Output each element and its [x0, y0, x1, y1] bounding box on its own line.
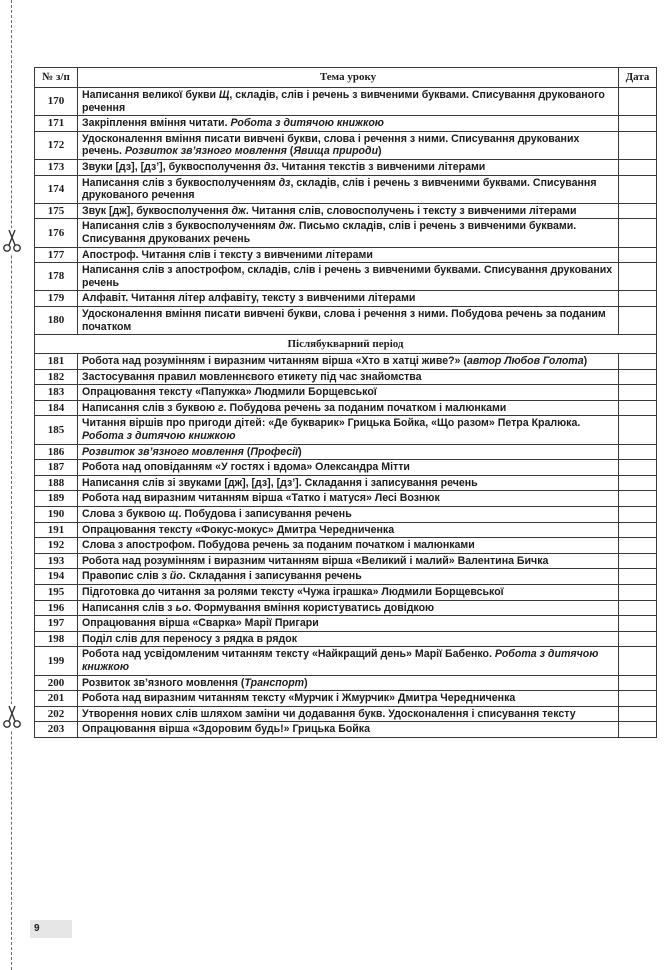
topic-text: Щ: [218, 89, 230, 101]
lesson-number: 183: [35, 385, 78, 401]
header-topic: Тема уроку: [78, 68, 619, 88]
topic-text: щ: [168, 508, 179, 521]
topic-text: дз: [263, 160, 276, 173]
table-row: [35, 706, 657, 722]
lesson-number: 170: [35, 88, 78, 116]
date-cell[interactable]: [619, 306, 657, 334]
lesson-topic: [78, 616, 619, 632]
lesson-topic: [78, 247, 619, 263]
topic-text: Робота над виразним читанням тексту «Мурчик і Жмурчик» Дмитра Чередниченка: [82, 692, 516, 705]
lesson-number: 186: [35, 444, 78, 460]
date-cell[interactable]: [619, 354, 657, 370]
date-cell[interactable]: [619, 631, 657, 647]
topic-text: Застосування правил мовленнєвого етикету під час знайомства: [82, 370, 422, 383]
topic-text: Звук [дж], буквосполучення: [82, 204, 232, 217]
table-row: [35, 203, 657, 219]
date-cell[interactable]: [619, 460, 657, 476]
topic-text: Слова з буквою: [82, 508, 169, 521]
table-row: [35, 306, 657, 334]
date-cell[interactable]: [619, 159, 657, 175]
lesson-number: 176: [35, 219, 78, 247]
topic-text: дз: [278, 176, 291, 189]
topic-text: Написання слів з буквосполученням: [82, 176, 279, 189]
lesson-topic: [78, 369, 619, 385]
topic-text: Опрацювання тексту «Фокус-мокус» Дмитра Чередниченка: [82, 523, 395, 536]
table-row: [35, 400, 657, 416]
lesson-number: 189: [35, 491, 78, 507]
lesson-number: 203: [35, 722, 78, 738]
lesson-number: 178: [35, 263, 78, 291]
table-row: [35, 675, 657, 691]
table-row: [35, 722, 657, 738]
topic-text: Робота з дитячою книжкою: [82, 430, 236, 443]
lesson-number: 198: [35, 631, 78, 647]
lesson-number: 194: [35, 569, 78, 585]
date-cell[interactable]: [619, 116, 657, 132]
header-date: Дата: [619, 68, 657, 88]
rows-post-letter-period: [35, 354, 657, 738]
lesson-topic: [78, 460, 619, 476]
lesson-topic: [78, 569, 619, 585]
topic-text: Правопис слів з: [82, 570, 170, 583]
lesson-number: 192: [35, 538, 78, 554]
topic-text: Удосконалення вміння писати вивчені букви, слова і речення з ними. Списування друкованих речень.: [82, 132, 580, 158]
topic-text: Поділ слів для переносу з рядка в рядок: [82, 632, 298, 645]
lesson-topic: [78, 631, 619, 647]
lesson-topic: [78, 475, 619, 491]
table-row: [35, 491, 657, 507]
table-row: [35, 116, 657, 132]
date-cell[interactable]: [619, 416, 657, 444]
lesson-number: 171: [35, 116, 78, 132]
topic-text: . Письмо складів, слів і речень з вивченими буквами. Списування друкованих речень: [82, 220, 577, 245]
table-row: [35, 507, 657, 523]
lesson-topic: [78, 647, 619, 675]
date-cell[interactable]: [619, 538, 657, 554]
date-cell[interactable]: [619, 616, 657, 632]
topic-text: Написання великої букви: [82, 89, 219, 101]
date-cell[interactable]: [619, 491, 657, 507]
section-title: Післябукварний період: [35, 335, 657, 354]
lesson-topic: [78, 507, 619, 523]
date-cell[interactable]: [619, 88, 657, 116]
date-cell[interactable]: [619, 385, 657, 401]
topic-text: ): [583, 355, 588, 368]
date-cell[interactable]: [619, 553, 657, 569]
lesson-topic: [78, 400, 619, 416]
topic-text: . Формування вміння користуватись довідкою: [188, 601, 435, 614]
topic-text: Професії: [250, 445, 299, 458]
lesson-topic: [78, 522, 619, 538]
topic-text: , складів, слів і речень з вивченими буквами. Списування друкованого речення: [82, 89, 605, 114]
topic-text: Робота над виразним читанням вірша «Татко і матуся» Лесі Вознюк: [82, 492, 440, 505]
lesson-number: 177: [35, 247, 78, 263]
lesson-topic: [78, 706, 619, 722]
lesson-number: 185: [35, 416, 78, 444]
lesson-number: 202: [35, 706, 78, 722]
lesson-topic: [78, 88, 619, 116]
topic-text: Робота з дитячою книжкою: [230, 117, 384, 130]
cut-line: [11, 0, 12, 970]
date-cell[interactable]: [619, 263, 657, 291]
lesson-number: 196: [35, 600, 78, 616]
table-row: [35, 416, 657, 444]
scissors-icon: [1, 704, 23, 730]
topic-text: Закріплення вміння читати.: [82, 117, 231, 130]
table-row: [35, 175, 657, 203]
lesson-number: 172: [35, 131, 78, 159]
topic-text: , складів, слів і речень з вивченими буквами. Списування друкованого речення: [82, 176, 597, 202]
topic-text: Написання слів з апострофом, складів, слів і речень з вивченими буквами. Списування друкованих речень: [82, 264, 613, 289]
topic-text: Робота над оповіданням «У гостях і вдома» Олександра Мітти: [82, 461, 410, 474]
topic-text: Робота з дитячою книжкою: [82, 648, 599, 673]
topic-text: (: [286, 145, 294, 158]
table-row: [35, 647, 657, 675]
topic-text: Утворення нових слів шляхом заміни чи додавання букв. Удосконалення і списування тексту: [82, 707, 576, 720]
lesson-number: 187: [35, 460, 78, 476]
lesson-topic: [78, 354, 619, 370]
topic-text: ): [298, 445, 302, 458]
topic-text: ьо: [175, 601, 189, 614]
lesson-topic: [78, 416, 619, 444]
topic-text: (: [243, 445, 251, 458]
date-cell[interactable]: [619, 444, 657, 460]
lesson-number: 173: [35, 159, 78, 175]
rows-letter-period: [35, 88, 657, 335]
topic-text: Звуки [дз], [дз’], буквосполучення: [82, 160, 264, 173]
topic-text: Опрацювання тексту «Папужка» Людмили Борщевської: [82, 386, 377, 399]
table-row: [35, 385, 657, 401]
lesson-number: 191: [35, 522, 78, 538]
topic-text: Опрацювання вірша «Сварка» Марії Пригари: [82, 617, 319, 630]
table-row: [35, 569, 657, 585]
topic-text: Написання слів з буквою: [82, 401, 218, 414]
table-row: [35, 291, 657, 307]
lesson-number: 179: [35, 291, 78, 307]
topic-text: . Читання слів, словосполучень і тексту з вивченими літерами: [245, 204, 577, 217]
table-row: [35, 475, 657, 491]
table-row: [35, 460, 657, 476]
topic-text: Явища природи: [293, 145, 379, 158]
table-row: [35, 247, 657, 263]
topic-text: Транспорт: [244, 676, 305, 689]
table-row: [35, 616, 657, 632]
date-cell[interactable]: [619, 507, 657, 523]
date-cell[interactable]: [619, 522, 657, 538]
lesson-topic: [78, 553, 619, 569]
lesson-number: 188: [35, 475, 78, 491]
table-row: [35, 553, 657, 569]
lesson-topic: [78, 159, 619, 175]
topic-text: Апостроф. Читання слів і тексту з вивченими літерами: [82, 248, 373, 261]
date-cell[interactable]: [619, 647, 657, 675]
topic-text: Розвиток зв’язного мовлення (: [82, 676, 245, 689]
topic-text: Алфавіт. Читання літер алфавіту, тексту з вивченими літерами: [82, 292, 416, 305]
date-cell[interactable]: [619, 691, 657, 707]
topic-text: . Читання текстів з вивченими літерами: [275, 160, 486, 173]
lesson-topic: [78, 600, 619, 616]
lesson-number: 181: [35, 354, 78, 370]
lesson-topic: [78, 116, 619, 132]
date-cell[interactable]: [619, 369, 657, 385]
topic-text: йо: [169, 570, 183, 583]
lesson-topic: [78, 675, 619, 691]
date-cell[interactable]: [619, 475, 657, 491]
lesson-topic: [78, 491, 619, 507]
topic-text: . Складання і записування речень: [182, 570, 362, 583]
topic-text: Розвиток зв’язного мовлення: [82, 445, 244, 458]
table-row: [35, 444, 657, 460]
topic-text: г: [217, 401, 224, 414]
table-row: [35, 522, 657, 538]
topic-text: Опрацювання вірша «Здоровим будь!» Грицька Бойка: [82, 723, 370, 736]
table-header-row: [35, 68, 657, 88]
table-row: [35, 159, 657, 175]
topic-text: Робота над усвідомленим читанням тексту «Найкращий день» Марії Бабенко.: [82, 648, 495, 661]
topic-text: Написання слів з буквосполученням: [82, 220, 279, 233]
lesson-topic: [78, 263, 619, 291]
date-cell[interactable]: [619, 131, 657, 159]
page-number: 9: [30, 920, 72, 938]
topic-text: дж: [278, 220, 293, 233]
date-cell[interactable]: [619, 722, 657, 738]
lesson-topic: [78, 538, 619, 554]
date-cell[interactable]: [619, 600, 657, 616]
lesson-number: 199: [35, 647, 78, 675]
date-cell[interactable]: [619, 291, 657, 307]
topic-text: автор Любов Голота: [466, 355, 584, 368]
topic-text: . Побудова і записування речень: [178, 508, 352, 521]
table-row: [35, 354, 657, 370]
table-row: [35, 538, 657, 554]
topic-text: Читання віршів про пригоди дітей: «Де букварик» Грицька Бойка, «Що разом» Петра Кралюка.: [82, 417, 581, 430]
lesson-number: 193: [35, 553, 78, 569]
topic-text: Слова з апострофом. Побудова речень за поданим початком і малюнками: [82, 539, 475, 552]
date-cell[interactable]: [619, 706, 657, 722]
date-cell[interactable]: [619, 247, 657, 263]
scissors-icon: [1, 228, 23, 254]
date-cell[interactable]: [619, 675, 657, 691]
lesson-number: 182: [35, 369, 78, 385]
lesson-number: 200: [35, 675, 78, 691]
lesson-number: 180: [35, 306, 78, 334]
topic-text: Підготовка до читання за ролями тексту «Чужа іграшка» Людмили Борщевської: [82, 586, 504, 598]
table-row: [35, 88, 657, 116]
lesson-topic: [78, 385, 619, 401]
lesson-topic: [78, 203, 619, 219]
lesson-number: 184: [35, 400, 78, 416]
topic-text: Робота над розумінням і виразним читанням вірша «Великий і малий» Валентина Бичка: [82, 554, 549, 567]
lesson-topic: [78, 585, 619, 601]
lesson-plan-table: [34, 67, 657, 738]
topic-text: Написання слів зі звуками [дж], [дз], [дз’]. Складання і записування речень: [82, 476, 478, 489]
lesson-topic: [78, 219, 619, 247]
topic-text: Удосконалення вміння писати вивчені букви, слова і речення з ними. Побудова речень за поданим початком: [82, 307, 606, 333]
date-cell[interactable]: [619, 400, 657, 416]
table-row: [35, 263, 657, 291]
topic-text: Написання слів з: [82, 601, 176, 614]
date-cell[interactable]: [619, 219, 657, 247]
lesson-number: 174: [35, 175, 78, 203]
lesson-topic: [78, 131, 619, 159]
lesson-topic: [78, 175, 619, 203]
header-number: № з/п: [35, 68, 78, 88]
date-cell[interactable]: [619, 175, 657, 203]
date-cell[interactable]: [619, 585, 657, 601]
section-row: [35, 335, 657, 354]
lesson-number: 175: [35, 203, 78, 219]
lesson-number: 201: [35, 691, 78, 707]
lesson-topic: [78, 306, 619, 334]
lesson-topic: [78, 444, 619, 460]
table-row: [35, 369, 657, 385]
table-row: [35, 631, 657, 647]
lesson-number: 190: [35, 507, 78, 523]
table-row: [35, 691, 657, 707]
lesson-topic: [78, 722, 619, 738]
table-row: [35, 585, 657, 601]
topic-text: Робота над розумінням і виразним читанням вірша «Хто в хатці живе?» (: [82, 355, 467, 368]
lesson-number: 195: [35, 585, 78, 601]
date-cell[interactable]: [619, 569, 657, 585]
table-row: [35, 600, 657, 616]
date-cell[interactable]: [619, 203, 657, 219]
topic-text: дж: [231, 204, 246, 217]
lesson-topic: [78, 291, 619, 307]
lesson-number: 197: [35, 616, 78, 632]
table-row: [35, 131, 657, 159]
table-row: [35, 219, 657, 247]
lesson-topic: [78, 691, 619, 707]
topic-text: . Побудова речень за поданим початком і малюнками: [223, 401, 507, 414]
topic-text: ): [378, 145, 382, 158]
topic-text: Розвиток зв’язного мовлення: [124, 145, 287, 158]
topic-text: ): [304, 676, 308, 689]
